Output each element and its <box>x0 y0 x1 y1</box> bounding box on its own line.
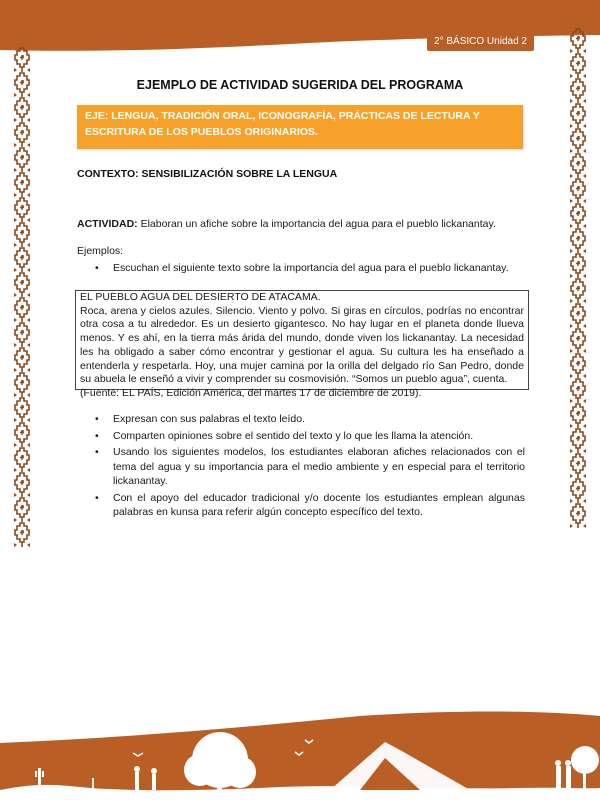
right-ornament-border <box>570 28 586 528</box>
text-box-source: (Fuente: EL PAÍS, Edición América, del martes 17 de diciembre de 2019). <box>80 386 422 399</box>
contexto-heading: CONTEXTO: SENSIBILIZACIÓN SOBRE LA LENGUA <box>77 168 338 180</box>
list-item: • Con el apoyo del educador tradicional y/o docente los estudiantes emplean algunas palabras en kunsa para referir algún concepto específico del texto. <box>95 491 525 518</box>
bullet-icon: • <box>95 262 99 274</box>
unit-badge: 2° BÁSICO Unidad 2 <box>427 33 534 51</box>
list-item: • Usando los siguientes modelos, los estudiantes elaboran afiches relacionados con el tema del agua y su importancia para el medio ambiente y en especial para el territorio lickanantay. <box>95 446 525 487</box>
bullet-list-activities <box>95 412 525 522</box>
list-item: • Expresan con sus palabras el texto leído. <box>95 413 306 425</box>
actividad-line <box>77 218 496 230</box>
header-wave-band <box>0 0 600 60</box>
bullet-icon: • <box>95 429 99 442</box>
list-item: • Escuchan el siguiente texto sobre la importancia del agua para el pueblo lickanantay. <box>95 262 509 274</box>
bullet-icon: • <box>95 491 99 504</box>
list-item: • Comparten opiniones sobre el sentido del texto y lo que les llama la atención. <box>95 429 474 442</box>
bullet-list-intro <box>95 261 525 278</box>
bullet-icon: • <box>95 413 99 425</box>
bullet-icon: • <box>95 446 99 458</box>
quoted-text-box <box>75 290 529 399</box>
actividad-text: Elaboran un afiche sobre la importancia del agua para el pueblo lickanantay. <box>137 218 496 230</box>
text-box-body: Roca, arena y cielos azules. Silencio. Viento y polvo. Si giras en círculos, podrías no encontrar otra cosa a tu alrededor. Es un desierto gigantesco. No hay lugar en el planeta donde llueva menos. Y es ahí, en la tierra más árida del mundo, donde viven los lickanantay. La necesidad les ha obligado a saber cómo encontrar y gestionar el agua. Su cultura les ha enseñado a entenderla y respetarla. Hoy, una mujer camina por la orilla del delgado río San Pedro, donde su abuela le enseñó a vivir y comprender su cosmovisión. “Somos un pueblo agua”, cuenta. <box>80 304 524 386</box>
left-ornament-border <box>14 47 30 547</box>
eje-banner: EJE: LENGUA, TRADICIÓN ORAL, ICONOGRAFÍA, PRÁCTICAS DE LECTURA Y ESCRITURA DE LOS PUEBLOS ORIGINARIOS. <box>77 105 523 149</box>
page-title: EJEMPLO DE ACTIVIDAD SUGERIDA DEL PROGRAMA <box>136 78 464 92</box>
ejemplos-label: Ejemplos: <box>77 245 124 257</box>
text-box-heading: EL PUEBLO AGUA DEL DESIERTO DE ATACAMA. <box>80 291 321 303</box>
footer-landscape-illustration <box>0 650 600 800</box>
actividad-label: ACTIVIDAD: <box>77 218 138 230</box>
